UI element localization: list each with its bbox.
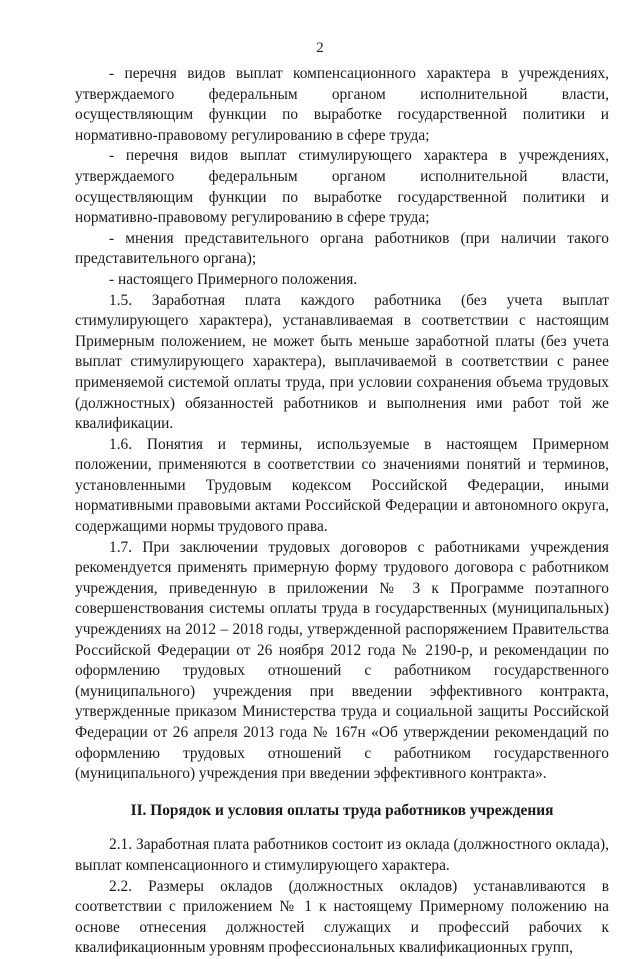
- section-title: II. Порядок и условия оплаты труда работников учреждения: [130, 801, 554, 819]
- paragraph-2-1: 2.1. Заработная плата работников состоит из оклада (должностного оклада), выплат компенсационного и стимулирующего характера.: [75, 836, 609, 874]
- document-body: [75, 64, 609, 959]
- paragraph-1-5: 1.5. Заработная плата каждого работника (без учета выплат стимулирующего характера), устанавливаемая в соответствии с настоящим Примерным положением, не может быть меньше заработной платы (без учета выплат стимулирующего характера), выплачиваемой в соответствии с ранее применяемой системой оплаты труда, при условии сохранения объема трудовых (должностных) обязанностей работников и выполнения ими работ той же квалификации.: [75, 291, 609, 433]
- paragraph-2-2: 2.2. Размеры окладов (должностных окладов) устанавливаются в соответствии с приложением № 1 к настоящему Примерному положению на основе отнесения должностей служащих и профессий рабочих к квалификационным уровням профессиональных квалификационных групп,: [75, 877, 609, 957]
- list-item-compensation: - перечня видов выплат компенсационного характера в учреждениях, утверждаемого федеральным органом исполнительной власти, осуществляющим функции по выработке государственной политики и нормативно-правовому регулированию в сфере труда;: [75, 65, 609, 144]
- list-item-stimulating: - перечня видов выплат стимулирующего характера в учреждениях, утверждаемого федеральным органом исполнительной власти, осуществляющим функции по выработке государственной политики и нормативно-правовому регулированию в сфере труда;: [75, 147, 609, 227]
- list-item-representative-body: - мнения представительного органа работников (при наличии такого представительного органа);: [75, 229, 609, 268]
- page-number: 2: [316, 40, 324, 56]
- paragraph-1-7: 1.7. При заключении трудовых договоров с работниками учреждения рекомендуется применять примерную форму трудового договора с работником учреждения, приведенную в приложении № 3 к Программе поэтапного совершенствования системы оплаты труда в государственных (муниципальных) учреждениях на 2012 – 2018 годы, утвержденной распоряжением Правительства Российской Федерации от 26 ноября 2012 года № 2190-р, и рекомендации по оформлению трудовых отношений с работником государственного (муниципального) учреждения при введении эффективного контракта, утвержденные приказом Министерства труда и социальной защиты Российской Федерации от 26 апреля 2013 года № 167н «Об утверждении рекомендаций по оформлению трудовых отношений с работником государственного (муниципального) учреждения при введении эффективного контракта».: [75, 538, 609, 783]
- paragraph-1-6: 1.6. Понятия и термины, используемые в настоящем Примерном положении, применяются в соответствии со значениями понятий и терминов, установленными Трудовым кодексом Российской Федерации, иными нормативными правовыми актами Российской Федерации и автономного округа, содержащими нормы трудового права.: [75, 435, 609, 536]
- list-item-regulation: - настоящего Примерного положения.: [109, 270, 358, 288]
